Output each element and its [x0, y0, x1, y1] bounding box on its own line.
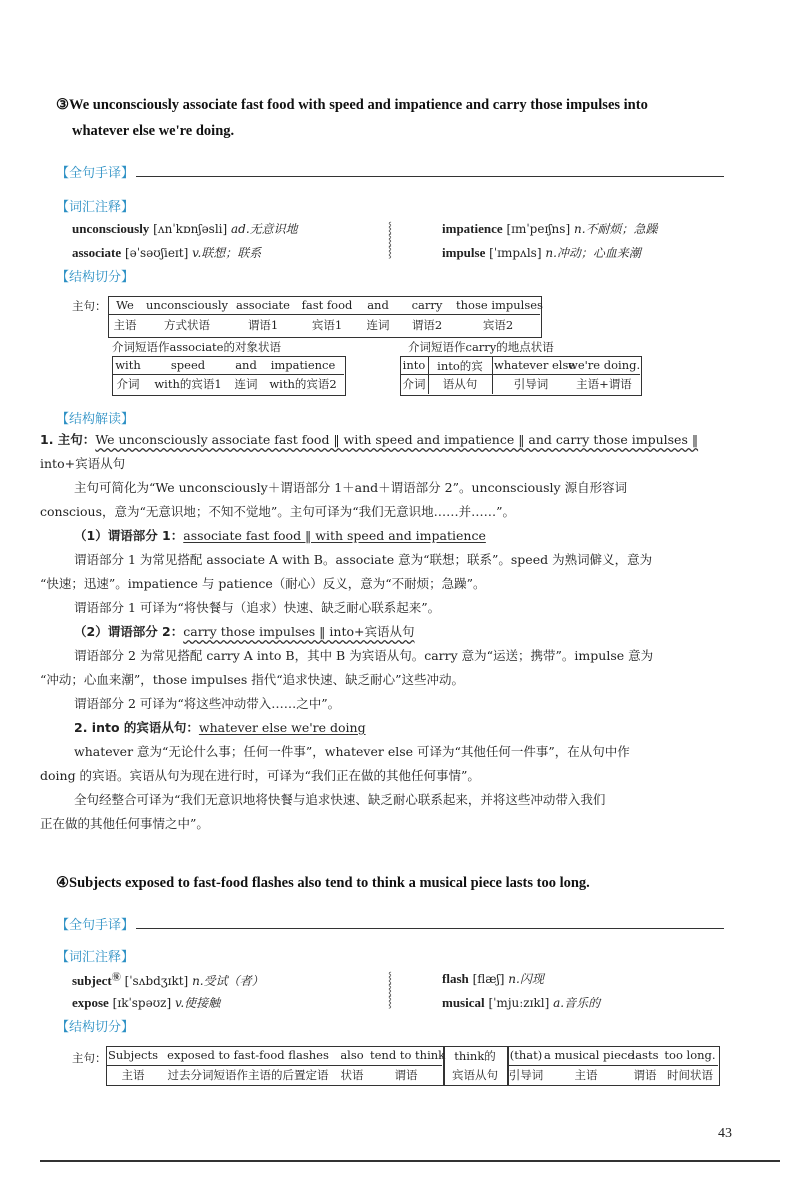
analysis-line: 谓语部分 1 为常见搭配 associate A with B。associate 意为“联想；联系”。speed 为熟词僻义，意为 [74, 552, 653, 567]
sentence-number: ③ [56, 97, 69, 113]
vocab-header: 【词汇注释】 [56, 950, 135, 965]
structure-header: 【结构切分】 [56, 270, 135, 285]
vocab-item: expose [ɪkˈspəʊz] v.使接触 [72, 995, 221, 1010]
analysis-line: （2）谓语部分 2：carry those impulses ‖ into+宾语从句 [74, 624, 415, 639]
analysis-line: “冲动；心血来潮”，those impulses 指代“追求快速、缺乏耐心”这些冲动。 [40, 672, 465, 687]
vocab-item: impatience [ɪmˈpeɪʃns] n.不耐烦；急躁 [442, 221, 658, 236]
vocab-header: 【词汇注释】 [56, 200, 135, 215]
translation-blank[interactable] [136, 916, 724, 929]
footer-rule [40, 1160, 780, 1162]
vocab-item: impulse [ˈɪmpʌls] n.冲动；心血来潮 [442, 245, 641, 260]
analysis-line: into+宾语从句 [40, 456, 126, 471]
analysis-line: doing 的宾语。宾语从句为现在进行时，可译为“我们正在做的其他任何事情”。 [40, 768, 480, 783]
analysis-line: 谓语部分 2 为常见搭配 carry A into B，其中 B 为宾语从句。carry 意为“运送；携带”。impulse 意为 [74, 648, 654, 663]
analysis-line: （1）谓语部分 1：associate fast food ‖ with speed and impatience [74, 528, 486, 543]
analysis-header: 【结构解读】 [56, 412, 135, 427]
vocab-item: subject㊝ [ˈsʌbdʒɪkt] n.受试（者） [72, 973, 264, 988]
translation-header: 【全句手译】 [56, 162, 724, 181]
vocab-item: associate [əˈsəʊʃieɪt] v.联想；联系 [72, 245, 262, 260]
analysis-line: “快速；迅速”。impatience 与 patience（耐心）反义，意为“不耐烦；急躁”。 [40, 576, 486, 591]
analysis-line: 主句可简化为“We unconsciously＋谓语部分 1＋and＋谓语部分 2”。unconsciously 源自形容词 [74, 480, 628, 495]
structure-diagram: 主句： Subjects exposed to fast-food flashes also tend to think 主语 过去分词短语作主语的后置定语 状语 谓语 think的 宾语从句 (that) a musical piece lasts too long. 引导词 主语 谓语 时间状语 [72, 1046, 732, 1088]
vocab-item: flash [flæʃ] n.闪现 [442, 971, 544, 986]
analysis-line: 正在做的其他任何事情之中”。 [40, 816, 209, 831]
structure-diagram: 主句： We unconsciously associate fast food and carry those impulses 主语 方式状语 谓语1 宾语1 连词 谓语2 宾语2 介词短语作associate的对象状语 介词短语作carry的地点状语 with speed and impatience 介词 with的宾语1 连词 with的宾语2 into 介词 into的宾 语从句 whatever else we're doing. 引导词 主语+谓语 [72, 296, 672, 396]
analysis-line: 谓语部分 1 可译为“将快餐与（追求）快速、缺乏耐心联系起来”。 [74, 600, 441, 615]
analysis-line: 全句经整合可译为“我们无意识地将快餐与追求快速、缺乏耐心联系起来，并将这些冲动带入我们 [74, 792, 606, 807]
analysis-body [40, 428, 760, 836]
sentence-number: ④ [56, 875, 69, 891]
analysis-line: whatever 意为“无论什么事；任何一件事”，whatever else 可译为“其他任何一件事”，在从句中作 [74, 744, 630, 759]
analysis-line: conscious，意为“无意识地；不知不觉地”。主句可译为“我们无意识地……并……”。 [40, 504, 516, 519]
divider-ornament: ⸾ ⸾ ⸾ [388, 971, 392, 1008]
analysis-line: 2. into 的宾语从句：whatever else we're doing [74, 720, 366, 735]
vocab-item: unconsciously [ʌnˈkɒnʃəsli] ad.无意识地 [72, 221, 298, 236]
divider-ornament: ⸾ ⸾ ⸾ [388, 221, 392, 258]
vocab-item: musical [ˈmjuːzɪkl] a.音乐的 [442, 995, 601, 1010]
sentence-text: Subjects exposed to fast-food flashes also tend to think a musical piece lasts too long. [69, 875, 590, 891]
analysis-line: 谓语部分 2 可译为“将这些冲动带入……之中”。 [74, 696, 341, 711]
translation-header: 【全句手译】 [56, 914, 724, 933]
sentence-text-line2: whatever else we're doing. [72, 123, 235, 139]
analysis-line: 1. 主句：We unconsciously associate fast food ‖ with speed and impatience ‖ and carry those impulses ‖ [40, 432, 699, 447]
sentence-3 [56, 92, 746, 144]
sentence-4 [56, 870, 756, 896]
structure-header: 【结构切分】 [56, 1020, 135, 1035]
sentence-text: We unconsciously associate fast food with speed and impatience and carry those impulses into [69, 97, 648, 113]
page-number: 43 [718, 1126, 732, 1141]
translation-blank[interactable] [136, 164, 724, 177]
